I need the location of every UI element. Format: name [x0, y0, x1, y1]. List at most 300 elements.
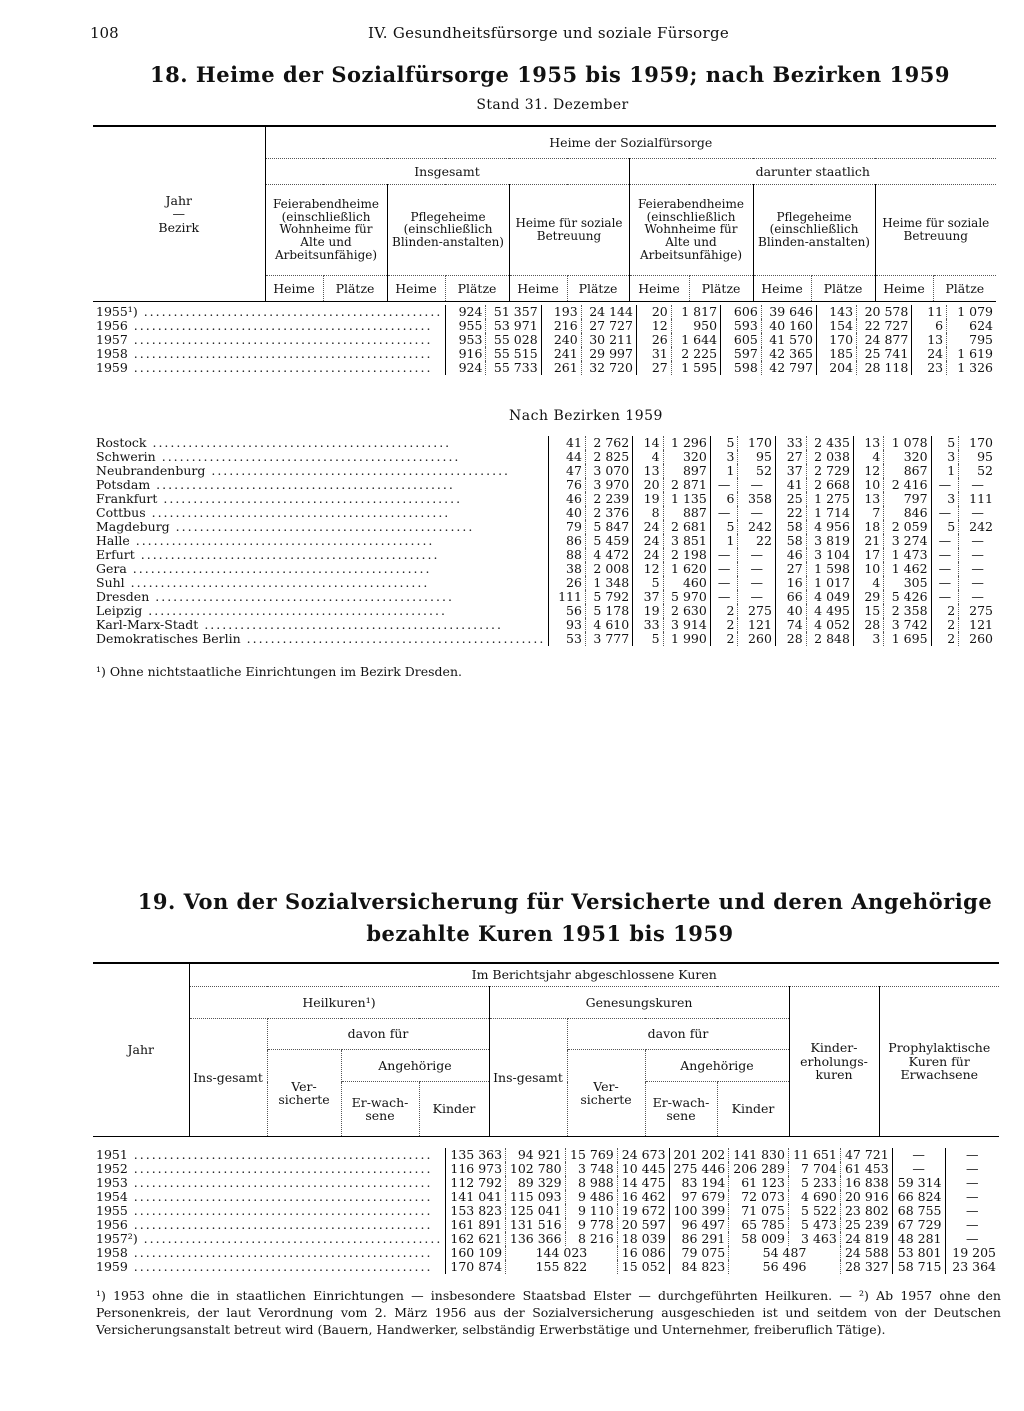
- table-cell: 924: [446, 305, 486, 319]
- table-cell: 24 819: [840, 1232, 892, 1246]
- table-cell: 4 956: [806, 520, 853, 534]
- table-cell: 30 211: [581, 333, 636, 347]
- leader-dots: ..................................................: [156, 478, 455, 492]
- table-cell: 97 679: [669, 1190, 729, 1204]
- group-insgesamt: Insgesamt: [265, 158, 629, 184]
- chapter-title: IV. Gesundheitsfürsorge und soziale Fürsorge: [368, 24, 730, 42]
- row-label: 1955 ..................................................: [96, 1204, 433, 1218]
- table-cell: 24: [633, 520, 663, 534]
- table-cell: 605: [721, 333, 762, 347]
- row-label: Neubrandenburg ..................................................: [96, 464, 511, 478]
- table-cell: 1 017: [806, 576, 853, 590]
- table-cell: 1 135: [663, 492, 710, 506]
- table-row: [93, 347, 996, 361]
- table-cell: —: [959, 562, 996, 576]
- table-cell: 13: [853, 436, 883, 450]
- table19-header: [93, 962, 999, 1137]
- table-cell: 7: [853, 506, 883, 520]
- t19-davon-fuer: davon für: [567, 1018, 789, 1050]
- table-cell: 14 475: [617, 1176, 669, 1190]
- table-cell: 241: [541, 347, 581, 361]
- table-cell: 27 727: [581, 319, 636, 333]
- table-cell: —: [945, 1190, 999, 1204]
- table-cell: 121: [738, 618, 775, 632]
- t19-col-kinder: Kinder: [419, 1082, 489, 1137]
- table-cell: 16 086: [617, 1246, 669, 1260]
- table-cell: —: [892, 1162, 945, 1176]
- t19-col-erwachsene: Er-wach-sene: [645, 1082, 717, 1137]
- table-cell: 111: [549, 590, 586, 604]
- table-cell: 11 651: [788, 1148, 840, 1162]
- table-cell-merged: 56 496: [729, 1260, 841, 1274]
- table-cell: 93: [549, 618, 586, 632]
- table-cell: 22: [775, 506, 806, 520]
- table-cell: —: [710, 478, 738, 492]
- leader-dots: ..................................................: [163, 492, 463, 506]
- table-cell: 79: [549, 520, 586, 534]
- table-cell: 3 914: [663, 618, 710, 632]
- table-cell: 460: [663, 576, 710, 590]
- table-cell: 3 819: [806, 534, 853, 548]
- table-cell: 2 435: [806, 436, 853, 450]
- table-cell: 28: [853, 618, 883, 632]
- table-cell: 19 205: [945, 1246, 999, 1260]
- leader-dots: ..................................................: [135, 534, 435, 548]
- table-cell: 14: [633, 436, 663, 450]
- table-cell: 67 729: [892, 1218, 945, 1232]
- table-cell: 74: [775, 618, 806, 632]
- row-label: 1956 ..................................................: [96, 319, 433, 333]
- table-cell: —: [959, 576, 996, 590]
- table-cell: 141 041: [446, 1190, 506, 1204]
- table-cell: 5 233: [788, 1176, 840, 1190]
- table-cell: 19: [633, 492, 663, 506]
- table-cell: —: [959, 478, 996, 492]
- row-label: Schwerin ..................................................: [96, 450, 461, 464]
- table-cell: 4 610: [585, 618, 632, 632]
- table-cell: 52: [738, 464, 775, 478]
- table-cell: 26: [636, 333, 671, 347]
- table-cell: 111: [959, 492, 996, 506]
- table-cell: 795: [947, 333, 996, 347]
- table-row: [93, 1218, 999, 1232]
- table-cell: 52: [959, 464, 996, 478]
- leader-dots: ..................................................: [133, 333, 433, 347]
- table-cell: 95: [959, 450, 996, 464]
- table-cell: 2 762: [585, 436, 632, 450]
- table-cell: 58 009: [729, 1232, 789, 1246]
- table-cell: 131 516: [506, 1218, 566, 1232]
- table-cell: 606: [721, 305, 762, 319]
- table19-footnote: ¹) 1953 ohne die in staatlichen Einrichtungen — insbesondere Staatsbad Elster — durchgeführten Heilkuren. — ²) Ab 1957 ohne den Personenkreis, der laut Verordnung vom 2. März 1956 aus der Sozialversicherung ausgeschieden ist und seitdem von der Deutschen Versicherungsanstalt betreut wird (Bauern, Handwerker, selbständig Erwerbstätige und Unternehmer, freiberuflich Tätige).: [96, 1288, 1001, 1337]
- t19-col-versicherte: Ver-sicherte: [267, 1050, 341, 1137]
- table-cell: 95: [738, 450, 775, 464]
- table-cell: —: [710, 590, 738, 604]
- table-cell: 65 785: [729, 1218, 789, 1232]
- table-cell: 61 453: [840, 1162, 892, 1176]
- table-cell: 13: [912, 333, 947, 347]
- row-label: Leipzig ..................................................: [96, 604, 447, 618]
- table-cell: 2: [931, 618, 959, 632]
- table-cell: 41: [775, 478, 806, 492]
- table-cell: 53: [549, 632, 586, 646]
- table-cell: 27: [636, 361, 671, 375]
- table-cell: 28 118: [857, 361, 912, 375]
- table-row: [93, 436, 996, 450]
- leader-dots: ..................................................: [127, 1190, 433, 1204]
- table-cell: 1 462: [884, 562, 931, 576]
- table-cell: 31: [636, 347, 671, 361]
- t19-col-versicherte: Ver-sicherte: [567, 1050, 645, 1137]
- table-cell: —: [931, 590, 959, 604]
- table-cell: 12: [633, 562, 663, 576]
- table-cell-merged: 155 822: [506, 1260, 618, 1274]
- table-cell: —: [945, 1218, 999, 1232]
- table-cell: 25 741: [857, 347, 912, 361]
- table-cell: 37: [775, 464, 806, 478]
- table-cell: 47: [549, 464, 586, 478]
- table-cell: —: [738, 576, 775, 590]
- leader-dots: ..................................................: [127, 1260, 433, 1274]
- table-cell: 28: [775, 632, 806, 646]
- top-header: Heime der Sozialfürsorge: [265, 126, 996, 158]
- table-cell: 20: [636, 305, 671, 319]
- table-cell: 5: [931, 436, 959, 450]
- table-cell: 79 075: [669, 1246, 729, 1260]
- table-cell: 7 704: [788, 1162, 840, 1176]
- table-cell: 916: [446, 347, 486, 361]
- table-cell: 2 848: [806, 632, 853, 646]
- table-cell: 5: [710, 520, 738, 534]
- table-row: [93, 520, 996, 534]
- table-row: [93, 464, 996, 478]
- sub-heime: Heime: [753, 276, 811, 302]
- table-cell: 1 595: [671, 361, 720, 375]
- table-cell: 4 472: [585, 548, 632, 562]
- table-cell: 3: [853, 632, 883, 646]
- table-cell: —: [959, 590, 996, 604]
- table-cell: 58: [775, 534, 806, 548]
- table-cell: 2 239: [585, 492, 632, 506]
- table-cell: —: [710, 548, 738, 562]
- table-cell: 1 296: [663, 436, 710, 450]
- table-cell: 2 630: [663, 604, 710, 618]
- row-label: 1958 ..................................................: [96, 1246, 433, 1260]
- table-cell: 593: [721, 319, 762, 333]
- table-cell: 84 823: [669, 1260, 729, 1274]
- table18-title: 18. Heime der Sozialfürsorge 1955 bis 1959; nach Bezirken 1959: [150, 62, 950, 87]
- row-label: Demokratisches Berlin ..................................................: [96, 632, 546, 646]
- table-cell: 37: [633, 590, 663, 604]
- sub-heime: Heime: [509, 276, 567, 302]
- table-cell: 1 619: [947, 347, 996, 361]
- t19-col-prophylaktisch: Prophylaktische Kuren für Erwachsene: [879, 987, 999, 1137]
- table-cell: 3 748: [565, 1162, 617, 1176]
- leader-dots: ..................................................: [133, 319, 433, 333]
- leader-dots: ..................................................: [130, 576, 430, 590]
- table-cell-merged: 144 023: [506, 1246, 618, 1260]
- table-cell: 13: [853, 492, 883, 506]
- table18-bezirke: [93, 436, 996, 646]
- table-cell: 867: [884, 464, 931, 478]
- table-row: [93, 1232, 999, 1246]
- table-cell-merged: 54 487: [729, 1246, 841, 1260]
- table-cell: 598: [721, 361, 762, 375]
- table-cell: 58 715: [892, 1260, 945, 1274]
- table-cell: 170: [738, 436, 775, 450]
- table-cell: 2: [710, 604, 738, 618]
- t19-davon-fuer: davon für: [267, 1018, 489, 1050]
- table-cell: —: [738, 506, 775, 520]
- leader-dots: ..................................................: [204, 618, 503, 632]
- table-cell: 12: [636, 319, 671, 333]
- table-cell: 24 144: [581, 305, 636, 319]
- row-label: 1958 ..................................................: [96, 347, 433, 361]
- t19-col-insgesamt: Ins-gesamt: [489, 1018, 567, 1136]
- sub-plaetze: Plätze: [567, 276, 629, 302]
- table-row: [93, 1190, 999, 1204]
- table-cell: 15 052: [617, 1260, 669, 1274]
- table-row: [93, 548, 996, 562]
- row-label: Cottbus ..................................................: [96, 506, 451, 520]
- table-cell: 2 225: [671, 347, 720, 361]
- table-cell: 275: [959, 604, 996, 618]
- table-cell: 25: [775, 492, 806, 506]
- table-cell: 2 681: [663, 520, 710, 534]
- table-cell: 22 727: [857, 319, 912, 333]
- t19-group-heilkuren: Heilkuren¹): [189, 987, 489, 1019]
- col-pflegeheime-staatlich: Pflegeheime (einschließlich Blinden-anstalten): [753, 184, 875, 276]
- row-label: Gera ..................................................: [96, 562, 432, 576]
- t19-stub-header: Jahr: [93, 963, 189, 1137]
- table-cell: 51 357: [486, 305, 541, 319]
- table-cell: 71 075: [729, 1204, 789, 1218]
- table-cell: 3 274: [884, 534, 931, 548]
- table-cell: 18 039: [617, 1232, 669, 1246]
- table-cell: —: [945, 1148, 999, 1162]
- table-cell: 924: [446, 361, 486, 375]
- t19-angehoerige: Angehörige: [341, 1050, 489, 1082]
- table-cell: 624: [947, 319, 996, 333]
- sub-heime: Heime: [265, 276, 323, 302]
- table-cell: 193: [541, 305, 581, 319]
- leader-dots: ..................................................: [211, 464, 511, 478]
- table-cell: 88: [549, 548, 586, 562]
- table-cell: 66 824: [892, 1190, 945, 1204]
- table-cell: 358: [738, 492, 775, 506]
- sub-plaetze: Plätze: [933, 276, 996, 302]
- table-cell: 136 366: [506, 1232, 566, 1246]
- leader-dots: ..................................................: [161, 450, 461, 464]
- table-cell: 5: [710, 436, 738, 450]
- table-cell: 206 289: [729, 1162, 789, 1176]
- table-cell: 102 780: [506, 1162, 566, 1176]
- table-cell: 24 877: [857, 333, 912, 347]
- table-cell: 4 052: [806, 618, 853, 632]
- table-cell: 59 314: [892, 1176, 945, 1190]
- table-cell: 96 497: [669, 1218, 729, 1232]
- table-cell: 13: [633, 464, 663, 478]
- table-cell: 5 847: [585, 520, 632, 534]
- row-label: Potsdam ..................................................: [96, 478, 455, 492]
- table-cell: 2 038: [806, 450, 853, 464]
- table-cell: 10: [853, 478, 883, 492]
- table-cell: 24 673: [617, 1148, 669, 1162]
- col-pflegeheime: Pflegeheime (einschließlich Blinden-anstalten): [387, 184, 509, 276]
- table-cell: 2: [710, 632, 738, 646]
- table-cell: 305: [884, 576, 931, 590]
- table-cell: —: [892, 1148, 945, 1162]
- row-label: 1959 ..................................................: [96, 361, 433, 375]
- table-row: [93, 1148, 999, 1162]
- table-cell: 141 830: [729, 1148, 789, 1162]
- table-cell: 3 970: [585, 478, 632, 492]
- table-cell: 33: [775, 436, 806, 450]
- table-cell: —: [931, 534, 959, 548]
- table-cell: 20 578: [857, 305, 912, 319]
- table-cell: —: [945, 1162, 999, 1176]
- table-cell: 19 672: [617, 1204, 669, 1218]
- table-cell: —: [931, 562, 959, 576]
- table-cell: 12: [853, 464, 883, 478]
- table-cell: 260: [738, 632, 775, 646]
- table-cell: —: [710, 562, 738, 576]
- table-cell: 8: [633, 506, 663, 520]
- table-cell: 8 988: [565, 1176, 617, 1190]
- table-cell: 15 769: [565, 1148, 617, 1162]
- leader-dots: ..................................................: [155, 590, 454, 604]
- table-cell: 950: [671, 319, 720, 333]
- table-cell: 3: [931, 492, 959, 506]
- leader-dots: ..................................................: [133, 347, 433, 361]
- table-cell: 17: [853, 548, 883, 562]
- table-cell: 26: [549, 576, 586, 590]
- table-cell: 9 486: [565, 1190, 617, 1204]
- table-cell: 3 742: [884, 618, 931, 632]
- table-cell: 1: [710, 534, 738, 548]
- table-cell: 216: [541, 319, 581, 333]
- table-cell: 261: [541, 361, 581, 375]
- row-label: Karl-Marx-Stadt ..................................................: [96, 618, 503, 632]
- table-cell: 44: [549, 450, 586, 464]
- table-cell: 2 729: [806, 464, 853, 478]
- table-cell: 897: [663, 464, 710, 478]
- leader-dots: ..................................................: [152, 436, 452, 450]
- table18-header: [93, 125, 996, 302]
- col-heime-betreuung: Heime für soziale Betreuung: [509, 184, 629, 276]
- table-row: [93, 506, 996, 520]
- table-cell: 5 522: [788, 1204, 840, 1218]
- table-cell: 19: [633, 604, 663, 618]
- table-cell: 20 916: [840, 1190, 892, 1204]
- table18-subtitle: Stand 31. Dezember: [476, 97, 629, 113]
- table-cell: 53 801: [892, 1246, 945, 1260]
- table-row: [93, 1204, 999, 1218]
- table-cell: 1 079: [947, 305, 996, 319]
- table-cell: 40 160: [761, 319, 816, 333]
- table-cell: 46: [775, 548, 806, 562]
- t19-angehoerige: Angehörige: [645, 1050, 789, 1082]
- table-cell: 260: [959, 632, 996, 646]
- table-cell: 320: [663, 450, 710, 464]
- table-row: [93, 319, 996, 333]
- table-cell: 86 291: [669, 1232, 729, 1246]
- table-cell: 135 363: [446, 1148, 506, 1162]
- row-label: 1959 ..................................................: [96, 1260, 433, 1274]
- table-cell: 5: [633, 576, 663, 590]
- table-cell: 29 997: [581, 347, 636, 361]
- row-label: Frankfurt ..................................................: [96, 492, 463, 506]
- table-cell: 112 792: [446, 1176, 506, 1190]
- leader-dots: ..................................................: [127, 1148, 433, 1162]
- table-cell: 170: [959, 436, 996, 450]
- table-cell: 4 495: [806, 604, 853, 618]
- table-cell: 1 078: [884, 436, 931, 450]
- table-cell: 275: [738, 604, 775, 618]
- row-label: 1957²) ..................................................: [96, 1232, 443, 1246]
- row-label: Rostock ..................................................: [96, 436, 452, 450]
- table-cell: 32 720: [581, 361, 636, 375]
- table-cell: —: [959, 506, 996, 520]
- table-cell: 597: [721, 347, 762, 361]
- sub-plaetze: Plätze: [323, 276, 387, 302]
- col-feierabendheime-staatlich: Feierabendheime (einschließlich Wohnheime für Alte und Arbeitsunfähige): [629, 184, 753, 276]
- table-cell: 2 416: [884, 478, 931, 492]
- table-cell: 2 198: [663, 548, 710, 562]
- t19-col-kinder: Kinder: [717, 1082, 789, 1137]
- table-row: [93, 590, 996, 604]
- leader-dots: ..................................................: [148, 604, 447, 618]
- table-cell: 83 194: [669, 1176, 729, 1190]
- table-cell: 29: [853, 590, 883, 604]
- table-cell: 1 620: [663, 562, 710, 576]
- table-cell: 4: [853, 576, 883, 590]
- table-cell: 204: [817, 361, 857, 375]
- table-cell: 5 426: [884, 590, 931, 604]
- table-cell: 18: [853, 520, 883, 534]
- table-cell: 9 778: [565, 1218, 617, 1232]
- table-cell: 16 462: [617, 1190, 669, 1204]
- col-feierabendheime: Feierabendheime (einschließlich Wohnheime für Alte und Arbeitsunfähige): [265, 184, 387, 276]
- sub-plaetze: Plätze: [445, 276, 509, 302]
- table-cell: —: [959, 534, 996, 548]
- t19-col-erwachsene: Er-wach-sene: [341, 1082, 419, 1137]
- table-cell: 94 921: [506, 1148, 566, 1162]
- col-heime-betreuung-staatlich: Heime für soziale Betreuung: [875, 184, 996, 276]
- table-cell: —: [945, 1204, 999, 1218]
- table-row: [93, 478, 996, 492]
- table-cell: —: [945, 1176, 999, 1190]
- table-cell: 24 588: [840, 1246, 892, 1260]
- table-cell: 48 281: [892, 1232, 945, 1246]
- table-cell: 46: [549, 492, 586, 506]
- table-cell: 2: [710, 618, 738, 632]
- leader-dots: ..................................................: [127, 1218, 433, 1232]
- table-cell: 21: [853, 534, 883, 548]
- table-cell: 33: [633, 618, 663, 632]
- table-cell: 23 802: [840, 1204, 892, 1218]
- table-cell: —: [931, 548, 959, 562]
- leader-dots: ..................................................: [127, 1162, 433, 1176]
- row-label: 1955¹) ..................................................: [96, 305, 443, 319]
- table-cell: 242: [738, 520, 775, 534]
- table-cell: 22: [738, 534, 775, 548]
- leader-dots: ..................................................: [246, 632, 546, 646]
- table-cell: 2 376: [585, 506, 632, 520]
- table-cell: 16: [775, 576, 806, 590]
- table-cell: 201 202: [669, 1148, 729, 1162]
- table-cell: 56: [549, 604, 586, 618]
